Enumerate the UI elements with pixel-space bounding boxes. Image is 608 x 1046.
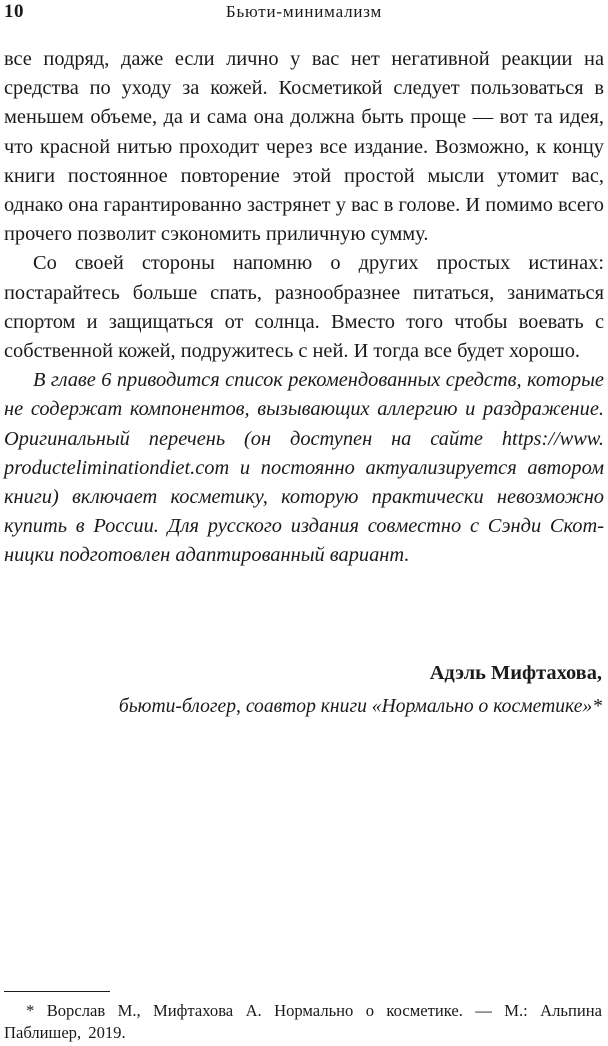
signature [119, 658, 602, 721]
body-text [4, 45, 604, 571]
page-number: 10 [4, 1, 24, 22]
author-name: Адэль Мифтахова, [429, 662, 602, 684]
footnote-divider [4, 991, 110, 992]
author-role: бьюти-блогер, соавтор книги «Нормально о косметике»* [118, 696, 602, 717]
footnote: * Ворслав М., Мифтахова А. Нормально о косметике. — М.: Альпина Паблишер, 2019. [4, 1001, 602, 1042]
paragraph-1: все подряд, даже если лично у вас нет негативной реакции на средства по уходу за кожей. Косметикой следует пользоваться в меньшем объеме, да и сама она должна быть проще — вот та идея, что красной нитью проходит через все издание. Возможно, к концу книги постоянное повторение этой простой мысли утомит вас, однако она гарантированно застрянет у вас в голове. И помимо всего прочего позволит сэкономить приличную сумму. [4, 48, 604, 246]
editor-note-paragraph: В главе 6 приводится список рекомендованных средств, которые не содержат компонентов, вызывающих аллергию и раздражение. Оригинальный перечень (он доступен на сайте https://www.​producteliminationdiet.com и постоянно актуализируется автором книги) включает косметику, которую практически невозможно купить в России. Для русского издания совместно с Сэнди Скотницки подготовлен адаптированный вариант. [4, 369, 604, 567]
paragraph-2: Со своей стороны напомню о других простых истинах: постарайтесь больше спать, разнообразнее питаться, заниматься спортом и защищаться от солнца. Вместо того чтобы воевать с собственной кожей, подружитесь с ней. И тогда все будет хорошо. [4, 252, 604, 363]
running-title: Бьюти-минимализм [225, 2, 383, 21]
